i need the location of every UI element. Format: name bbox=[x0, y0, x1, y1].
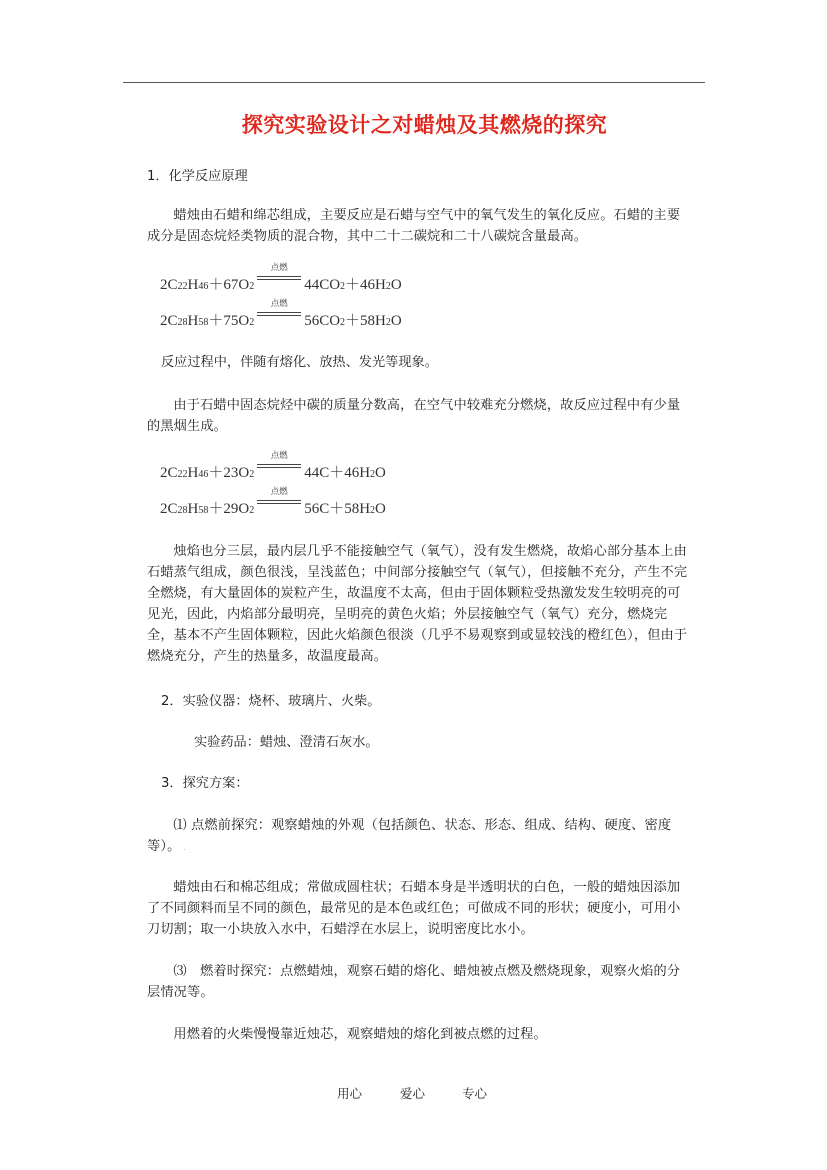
section-2-heading: 2．实验仪器：烧杯、玻璃片、火柴。 bbox=[161, 694, 381, 709]
section-3-heading: 3．探究方案： bbox=[161, 776, 249, 791]
footer-left: 用心 bbox=[337, 1086, 363, 1101]
condition-label: 点燃 bbox=[270, 299, 288, 309]
condition-label: 点燃 bbox=[270, 487, 288, 497]
reaction-arrow bbox=[257, 263, 301, 289]
paragraph-flame-layers: 烛焰也分三层，最内层几乎不能接触空气（氧气），没有发生燃烧，故焰心部分基本上由石蜡蒸气组成，颜色很浅，呈浅蓝色；中间部分接触空气（氧气），但接触不充分，产生不完全燃烧，有大量固体的炭粒产生，故温度不太高，但由于固体颗粒受热激发发生较明亮的可见光，因此，内焰部分最明亮，呈明亮的黄色火焰；外层接触空气（氧气）充分，燃烧完全，基本不产生固体颗粒，因此火焰颜色很淡（几乎不易观察到或显较浅的橙红色），但由于燃烧充分，产生的热量多，故温度最高。 bbox=[147, 544, 688, 664]
paragraph-incomplete-combustion: 由于石蜡中固态烷烃中碳的质量分数高，在空气中较难充分燃烧，故反应过程中有少量的黑烟生成。 bbox=[147, 398, 681, 434]
paragraph-while-burning: ⑶ 燃着时探究：点燃蜡烛，观察石蜡的熔化、蜡烛被点燃及燃烧现象，观察火焰的分层情况等。 bbox=[147, 964, 681, 1000]
reaction-arrow bbox=[257, 299, 301, 325]
reagents-line: 实验药品：蜡烛、澄清石灰水。 bbox=[194, 735, 379, 750]
document-title: 探究实验设计之对蜡烛及其燃烧的探究 bbox=[241, 112, 608, 137]
paragraph-match-observation: 用燃着的火柴慢慢靠近烛芯，观察蜡烛的熔化到被点燃的过程。 bbox=[173, 1027, 547, 1042]
reaction-arrow bbox=[257, 451, 301, 477]
footer-right: 专心 bbox=[462, 1086, 488, 1101]
section-1-heading: 1．化学反应原理 bbox=[147, 169, 248, 184]
equation-1: 2C 22 H 46 ＋67O $_2$ 点燃 44CO 2 ＋46H $_2$ O bbox=[160, 263, 402, 293]
paragraph-before-lighting: ⑴ 点燃前探究：观察蜡烛的外观（包括颜色、状态、形态、组成、结构、硬度、密度等）。 . bbox=[147, 818, 672, 854]
condition-label: 点燃 bbox=[270, 451, 288, 461]
reaction-arrow bbox=[257, 487, 301, 513]
footer-middle: 爱心 bbox=[400, 1086, 426, 1101]
condition-label: 点燃 bbox=[270, 263, 288, 273]
paragraph-phenomena: 反应过程中，伴随有熔化、放热、发光等现象。 bbox=[161, 355, 438, 370]
paragraph-principle: 蜡烛由石蜡和绵芯组成，主要反应是石蜡与空气中的氧气发生的氧化反应。石蜡的主要成分是固态烷烃类物质的混合物，其中二十二碳烷和二十八碳烷含量最高。 bbox=[147, 208, 681, 244]
equation-2: 2C 28 H 58 ＋75O $_2$ 点燃 56CO 2 ＋58H $_2$ O bbox=[160, 299, 402, 329]
paragraph-candle-appearance: 蜡烛由石和棉芯组成；常做成圆柱状；石蜡本身是半透明状的白色，一般的蜡烛因添加了不同颜料而呈不同的颜色，最常见的是本色或红色；可做成不同的形状；硬度小，可用小刀切割；取一小块放入水中，石蜡浮在水层上，说明密度比水小。 bbox=[147, 880, 681, 937]
equation-4: 2C 28 H 58 ＋29O $_2$ 点燃 56C＋58H $_2$ O bbox=[160, 487, 386, 517]
stray-mark: . bbox=[183, 843, 187, 853]
header-rule bbox=[123, 82, 705, 83]
equation-3: 2C 22 H 46 ＋23O $_2$ 点燃 44C＋46H $_2$ O bbox=[160, 451, 386, 481]
